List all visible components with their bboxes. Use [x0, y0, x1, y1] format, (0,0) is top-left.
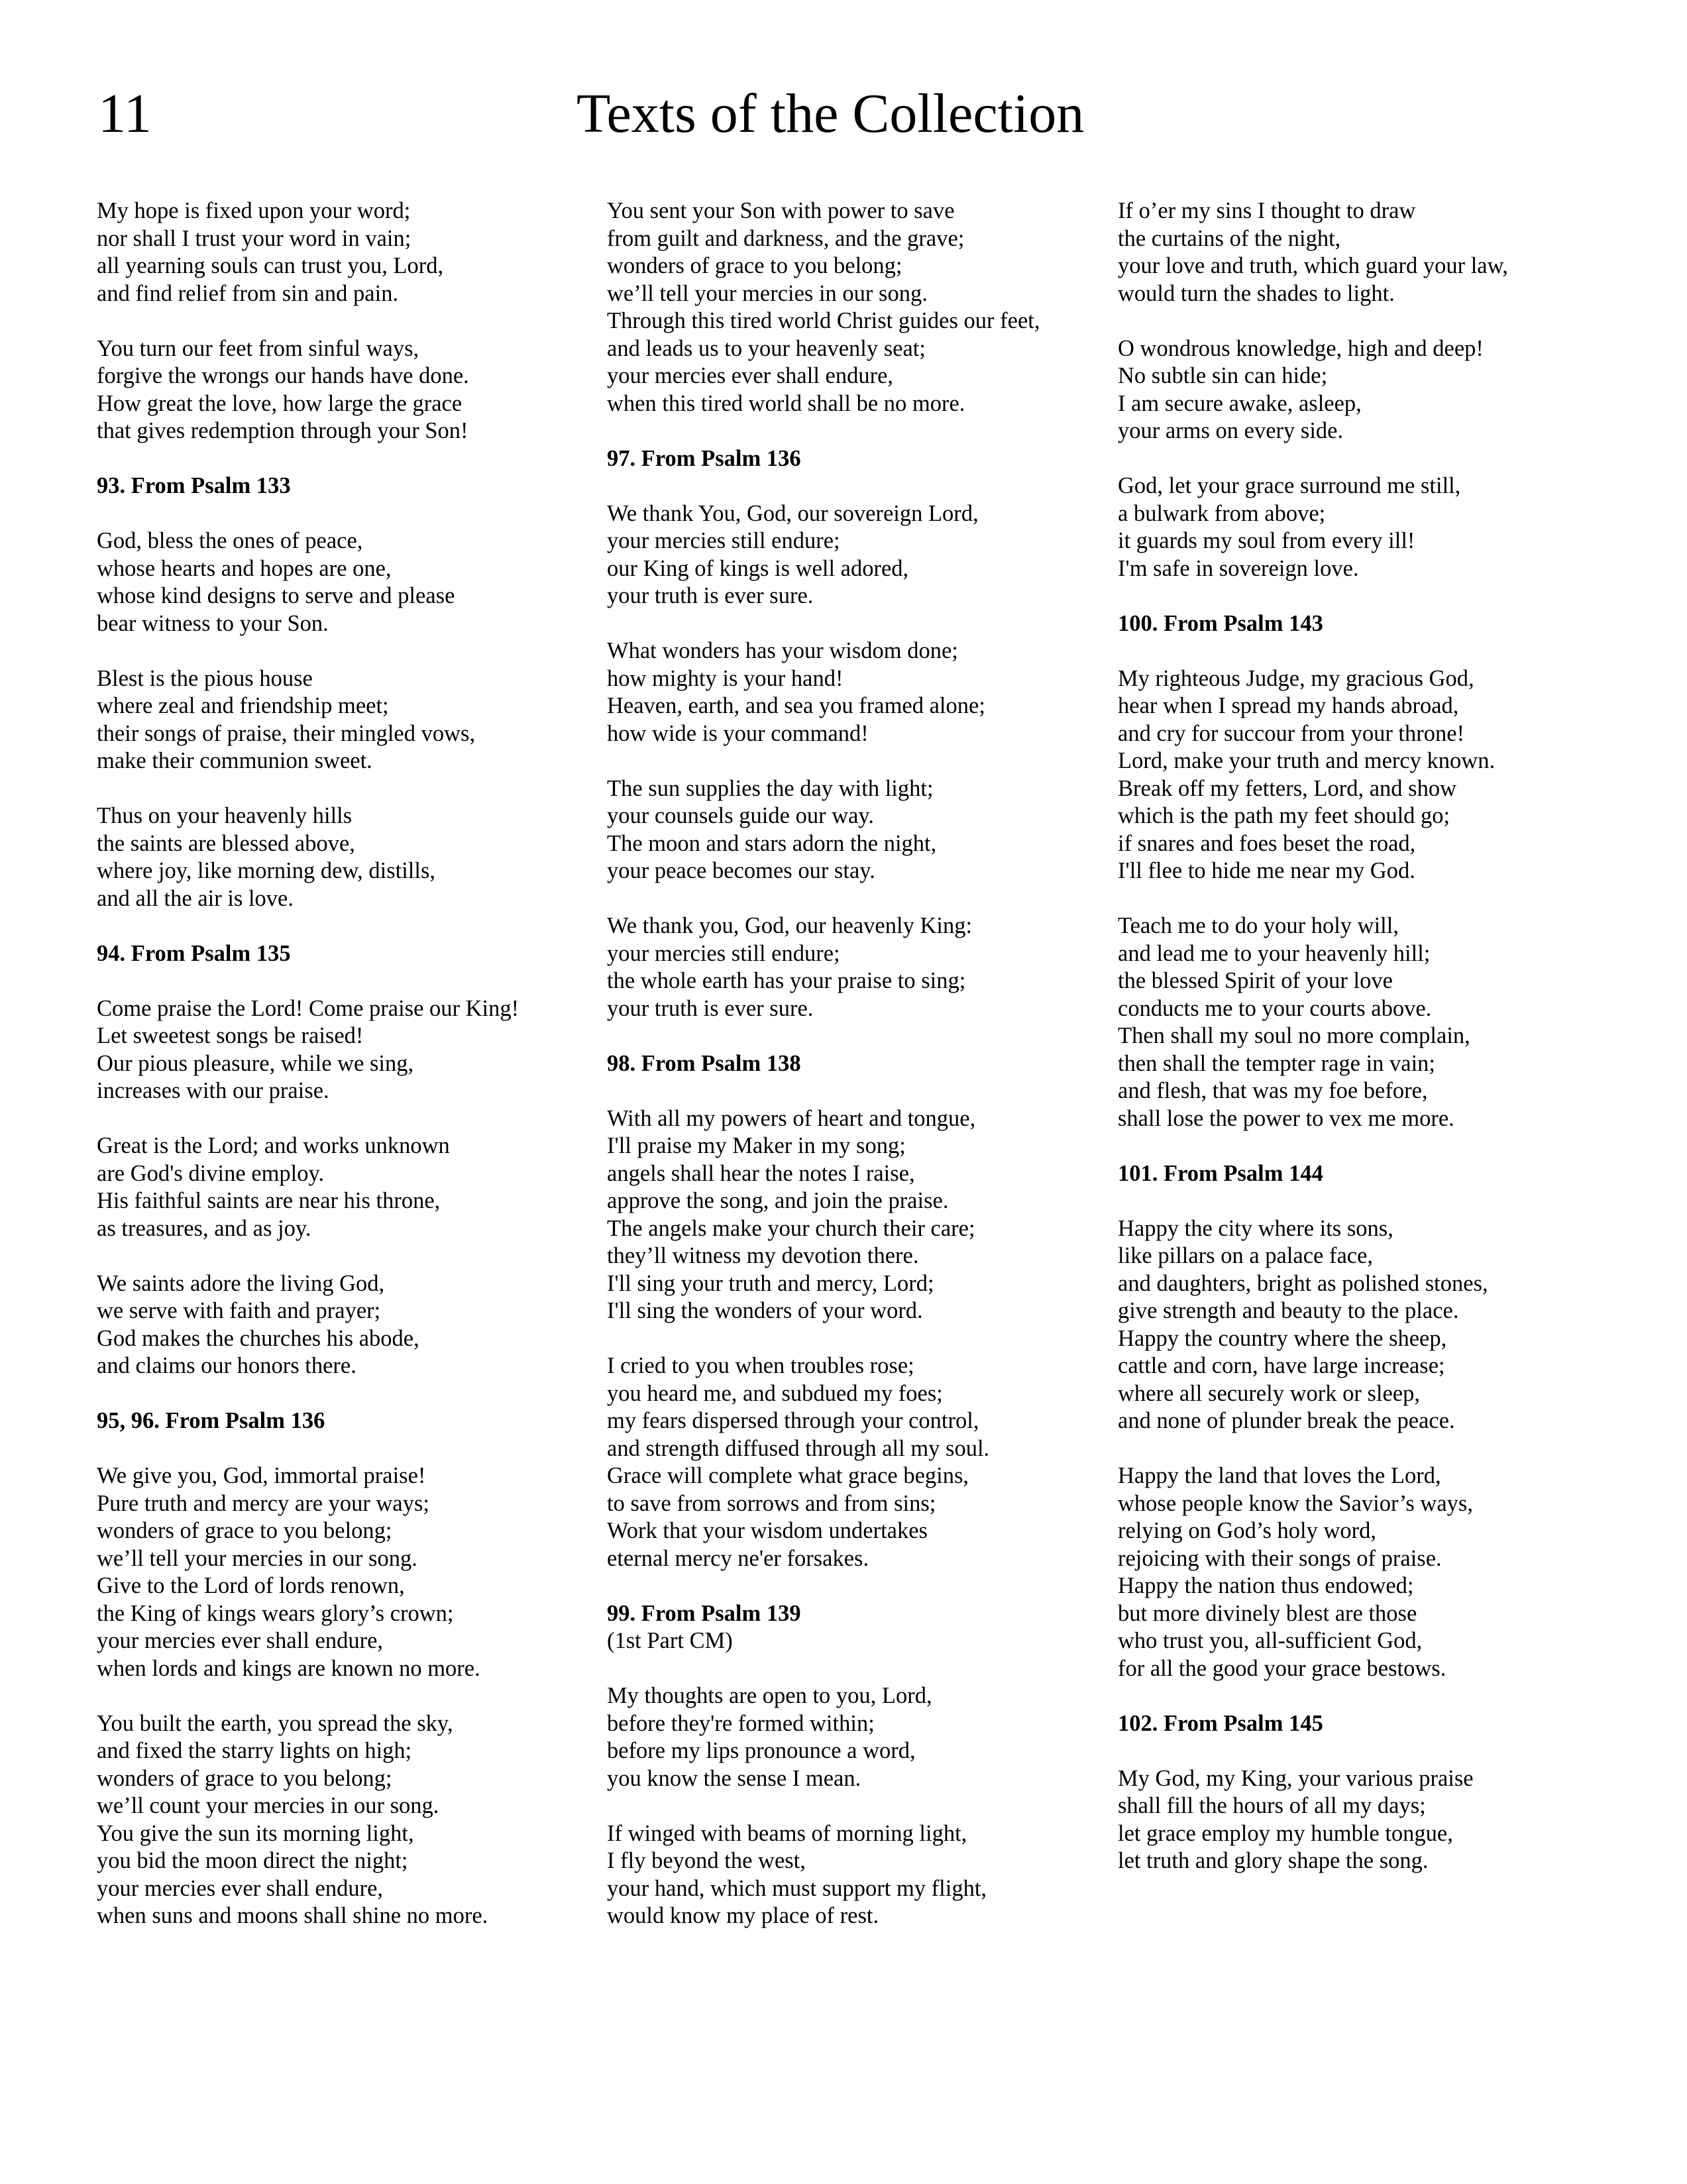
verse-line: we’ll tell your mercies in our song. [97, 1545, 417, 1571]
stanza [1118, 1215, 1608, 1435]
stanza [97, 802, 587, 912]
stanza [607, 775, 1097, 885]
verse-line: My thoughts are open to you, Lord, [607, 1683, 932, 1708]
stanza [607, 637, 1097, 747]
section-heading-text: 100. From Psalm 143 [1118, 610, 1323, 636]
verse-line: Pure truth and mercy are your ways; [97, 1490, 430, 1516]
verse-line: who trust you, all-sufficient God, [1118, 1628, 1423, 1653]
verse-line: O wondrous knowledge, high and deep! [1118, 335, 1484, 361]
section-heading [1118, 1710, 1608, 1738]
section-subtitle: (1st Part CM) [607, 1628, 733, 1653]
verse-line: and flesh, that was my foe before, [1118, 1078, 1428, 1103]
verse-line: approve the song, and join the praise. [607, 1188, 949, 1213]
verse-line: Break off my fetters, Lord, and show [1118, 775, 1456, 801]
verse-line: shall fill the hours of all my days; [1118, 1793, 1426, 1818]
section-heading [607, 1600, 1097, 1655]
section-heading [1118, 610, 1608, 638]
text-column-2 [607, 197, 1097, 1957]
verse-line: we’ll tell your mercies in our song. [607, 280, 928, 306]
verse-line: your love and truth, which guard your law, [1118, 253, 1508, 278]
verse-line: I cried to you when troubles rose; [607, 1353, 914, 1378]
verse-line: they’ll witness my devotion there. [607, 1243, 919, 1268]
stanza [607, 912, 1097, 1022]
verse-line: You turn our feet from sinful ways, [97, 335, 419, 361]
section-heading-text: 95, 96. From Psalm 136 [97, 1408, 325, 1433]
verse-line: and find relief from sin and pain. [97, 280, 399, 306]
verse-line: to save from sorrows and from sins; [607, 1490, 936, 1516]
page-number: 11 [98, 83, 152, 144]
stanza [607, 500, 1097, 610]
section-heading-text: 99. From Psalm 139 [607, 1600, 801, 1626]
text-column-3 [1118, 197, 1608, 1902]
stanza [97, 335, 587, 445]
verse-line: My God, my King, your various praise [1118, 1765, 1474, 1791]
verse-line: cattle and corn, have large increase; [1118, 1353, 1445, 1378]
stanza [97, 527, 587, 637]
verse-line: you heard me, and subdued my foes; [607, 1380, 943, 1406]
stanza [1118, 1765, 1608, 1875]
section-heading-text: 97. From Psalm 136 [607, 445, 801, 471]
verse-line: Come praise the Lord! Come praise our King! [97, 995, 519, 1021]
verse-line: where joy, like morning dew, distills, [97, 858, 436, 883]
stanza [607, 197, 1097, 417]
verse-line: your mercies ever shall endure, [607, 363, 894, 388]
verse-line: God, let your grace surround me still, [1118, 473, 1461, 498]
section-heading [97, 1407, 587, 1435]
verse-line: would turn the shades to light. [1118, 280, 1395, 306]
verse-line: your mercies still endure; [607, 940, 840, 966]
verse-line: then shall the tempter rage in vain; [1118, 1050, 1436, 1076]
verse-line: I'll sing your truth and mercy, Lord; [607, 1270, 934, 1296]
verse-line: are God's divine employ. [97, 1160, 325, 1186]
verse-line: you bid the moon direct the night; [97, 1848, 408, 1873]
verse-line: wonders of grace to you belong; [97, 1518, 392, 1543]
verse-line: eternal mercy ne'er forsakes. [607, 1545, 869, 1571]
verse-line: we serve with faith and prayer; [97, 1298, 381, 1323]
verse-line: You give the sun its morning light, [97, 1820, 414, 1846]
verse-line: Lord, make your truth and mercy known. [1118, 748, 1496, 773]
verse-line: I am secure awake, asleep, [1118, 390, 1362, 416]
verse-line: My righteous Judge, my gracious God, [1118, 665, 1474, 691]
section-heading [1118, 1160, 1608, 1188]
verse-line: that gives redemption through your Son! [97, 418, 468, 443]
verse-line: I'll sing the wonders of your word. [607, 1298, 923, 1323]
verse-line: Great is the Lord; and works unknown [97, 1133, 450, 1158]
verse-line: your arms on every side. [1118, 418, 1344, 443]
verse-line: Heaven, earth, and sea you framed alone; [607, 693, 985, 718]
section-heading-text: 93. From Psalm 133 [97, 473, 291, 498]
stanza [607, 1682, 1097, 1792]
verse-line: The angels make your church their care; [607, 1215, 975, 1241]
verse-line: before my lips pronounce a word, [607, 1738, 916, 1763]
verse-line: I'll flee to hide me near my God. [1118, 858, 1415, 883]
verse-line: like pillars on a palace face, [1118, 1243, 1374, 1268]
verse-line: a bulwark from above; [1118, 500, 1326, 526]
stanza [97, 1132, 587, 1242]
verse-line: We thank you, God, our heavenly King: [607, 913, 973, 938]
verse-line: Through this tired world Christ guides our feet, [607, 308, 1040, 333]
verse-line: the whole earth has your praise to sing; [607, 968, 966, 993]
verse-line: your peace becomes our stay. [607, 858, 875, 883]
verse-line: What wonders has your wisdom done; [607, 638, 958, 663]
verse-line: whose kind designs to serve and please [97, 583, 455, 608]
section-heading [607, 1050, 1097, 1078]
verse-line: We give you, God, immortal praise! [97, 1463, 426, 1488]
verse-line: which is the path my feet should go; [1118, 803, 1450, 828]
section-heading-text: 101. From Psalm 144 [1118, 1160, 1323, 1186]
verse-line: shall lose the power to vex me more. [1118, 1105, 1454, 1131]
stanza [607, 1105, 1097, 1325]
verse-line: My hope is fixed upon your word; [97, 198, 411, 223]
verse-line: all yearning souls can trust you, Lord, [97, 253, 444, 278]
verse-line: Happy the nation thus endowed; [1118, 1573, 1414, 1598]
section-heading [97, 472, 587, 500]
verse-line: How great the love, how large the grace [97, 390, 463, 416]
verse-line: With all my powers of heart and tongue, [607, 1105, 976, 1131]
stanza [1118, 665, 1608, 885]
verse-line: where all securely work or sleep, [1118, 1380, 1420, 1406]
verse-line: God makes the churches his abode, [97, 1325, 419, 1351]
stanza [97, 1462, 587, 1682]
verse-line: before they're formed within; [607, 1710, 875, 1736]
verse-line: His faithful saints are near his throne, [97, 1188, 441, 1213]
verse-line: conducts me to your courts above. [1118, 995, 1432, 1021]
section-heading-text: 94. From Psalm 135 [97, 940, 291, 966]
verse-line: Grace will complete what grace begins, [607, 1463, 969, 1488]
stanza [97, 665, 587, 775]
verse-line: your hand, which must support my flight, [607, 1875, 987, 1901]
verse-line: nor shall I trust your word in vain; [97, 225, 411, 251]
verse-line: and all the air is love. [97, 885, 294, 911]
verse-line: when lords and kings are known no more. [97, 1655, 480, 1681]
stanza [97, 995, 587, 1105]
verse-line: the blessed Spirit of your love [1118, 968, 1393, 993]
verse-line: Our pious pleasure, while we sing, [97, 1050, 414, 1076]
text-column-1 [97, 197, 587, 1957]
verse-line: Then shall my soul no more complain, [1118, 1023, 1470, 1048]
verse-line: the saints are blessed above, [97, 830, 355, 856]
verse-line: Give to the Lord of lords renown, [97, 1573, 405, 1598]
section-heading-text: 98. From Psalm 138 [607, 1050, 801, 1076]
verse-line: and strength diffused through all my soul. [607, 1435, 990, 1461]
verse-line: The moon and stars adorn the night, [607, 830, 937, 856]
verse-line: as treasures, and as joy. [97, 1215, 311, 1241]
verse-line: whose hearts and hopes are one, [97, 555, 392, 581]
verse-line: it guards my soul from every ill! [1118, 528, 1415, 553]
stanza [97, 1710, 587, 1930]
verse-line: You built the earth, you spread the sky, [97, 1710, 453, 1736]
verse-line: make their communion sweet. [97, 748, 372, 773]
verse-line: Thus on your heavenly hills [97, 803, 353, 828]
verse-line: your truth is ever sure. [607, 995, 814, 1021]
verse-line: your mercies ever shall endure, [97, 1628, 384, 1653]
verse-line: forgive the wrongs our hands have done. [97, 363, 469, 388]
verse-line: Happy the land that loves the Lord, [1118, 1463, 1441, 1488]
verse-line: God, bless the ones of peace, [97, 528, 363, 553]
section-heading-text: 102. From Psalm 145 [1118, 1710, 1323, 1736]
verse-line: If o’er my sins I thought to draw [1118, 198, 1416, 223]
verse-line: and claims our honors there. [97, 1353, 356, 1378]
stanza [607, 1820, 1097, 1930]
section-heading [607, 445, 1097, 473]
verse-line: No subtle sin can hide; [1118, 363, 1328, 388]
verse-line: your counsels guide our way. [607, 803, 875, 828]
verse-line: Happy the country where the sheep, [1118, 1325, 1447, 1351]
verse-line: Teach me to do your holy will, [1118, 913, 1399, 938]
verse-line: when suns and moons shall shine no more. [97, 1903, 488, 1928]
verse-line: and none of plunder break the peace. [1118, 1408, 1455, 1433]
verse-line: if snares and foes beset the road, [1118, 830, 1416, 856]
verse-line: let grace employ my humble tongue, [1118, 1820, 1453, 1846]
verse-line: wonders of grace to you belong; [97, 1765, 392, 1791]
stanza [607, 1352, 1097, 1572]
verse-line: we’ll count your mercies in our song. [97, 1793, 439, 1818]
verse-line: rejoicing with their songs of praise. [1118, 1545, 1442, 1571]
verse-line: relying on God’s holy word, [1118, 1518, 1377, 1543]
verse-line: how mighty is your hand! [607, 665, 844, 691]
verse-line: increases with our praise. [97, 1078, 329, 1103]
stanza [1118, 912, 1608, 1132]
verse-line: We thank You, God, our sovereign Lord, [607, 500, 979, 526]
verse-line: wonders of grace to you belong; [607, 253, 902, 278]
verse-line: your mercies ever shall endure, [97, 1875, 384, 1901]
verse-line: If winged with beams of morning light, [607, 1820, 967, 1846]
verse-line: your mercies still endure; [607, 528, 840, 553]
verse-line: Let sweetest songs be raised! [97, 1023, 364, 1048]
stanza [97, 1270, 587, 1380]
verse-line: from guilt and darkness, and the grave; [607, 225, 965, 251]
verse-line: you know the sense I mean. [607, 1765, 861, 1791]
verse-line: and fixed the starry lights on high; [97, 1738, 412, 1763]
verse-line: and leads us to your heavenly seat; [607, 335, 926, 361]
verse-line: for all the good your grace bestows. [1118, 1655, 1446, 1681]
verse-line: hear when I spread my hands abroad, [1118, 693, 1459, 718]
page-title: Texts of the Collection [576, 83, 1085, 144]
verse-line: would know my place of rest. [607, 1903, 879, 1928]
verse-line: I fly beyond the west, [607, 1848, 806, 1873]
verse-line: I'll praise my Maker in my song; [607, 1133, 906, 1158]
verse-line: the curtains of the night, [1118, 225, 1341, 251]
verse-line: The sun supplies the day with light; [607, 775, 934, 801]
verse-line: Work that your wisdom undertakes [607, 1518, 928, 1543]
stanza [1118, 335, 1608, 445]
verse-line: and cry for succour from your throne! [1118, 720, 1465, 746]
stanza [1118, 472, 1608, 582]
verse-line: their songs of praise, their mingled vows, [97, 720, 476, 746]
verse-line: when this tired world shall be no more. [607, 390, 965, 416]
verse-line: I'm safe in sovereign love. [1118, 555, 1359, 581]
verse-line: and lead me to your heavenly hill; [1118, 940, 1431, 966]
verse-line: where zeal and friendship meet; [97, 693, 389, 718]
verse-line: the King of kings wears glory’s crown; [97, 1600, 454, 1626]
verse-line: my fears dispersed through your control, [607, 1408, 979, 1433]
verse-line: but more divinely blest are those [1118, 1600, 1417, 1626]
verse-line: You sent your Son with power to save [607, 198, 955, 223]
verse-line: angels shall hear the notes I raise, [607, 1160, 915, 1186]
verse-line: Blest is the pious house [97, 665, 313, 691]
verse-line: our King of kings is well adored, [607, 555, 909, 581]
verse-line: how wide is your command! [607, 720, 869, 746]
verse-line: give strength and beauty to the place. [1118, 1298, 1459, 1323]
verse-line: your truth is ever sure. [607, 583, 814, 608]
section-heading [97, 940, 587, 968]
verse-line: whose people know the Savior’s ways, [1118, 1490, 1473, 1516]
verse-line: and daughters, bright as polished stones, [1118, 1270, 1488, 1296]
verse-line: let truth and glory shape the song. [1118, 1848, 1429, 1873]
verse-line: We saints adore the living God, [97, 1270, 385, 1296]
stanza [97, 197, 587, 307]
stanza [1118, 197, 1608, 307]
stanza [1118, 1462, 1608, 1682]
verse-line: Happy the city where its sons, [1118, 1215, 1393, 1241]
verse-line: bear witness to your Son. [97, 610, 329, 636]
